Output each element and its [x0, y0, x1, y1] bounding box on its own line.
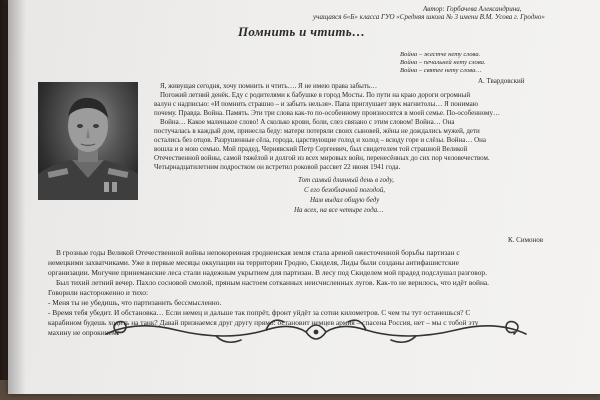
epigraph-line: Война – жестче нету слова.: [400, 51, 481, 58]
paragraph-line: организации. Могучие принеманские леса стали надежным укрытием для партизан. В лесу под Скиделем мой прадед подслушал разговор.: [48, 268, 487, 277]
poem-line: На всех, на все четыре года…: [294, 206, 384, 214]
poem-line: Тот самый длинный день в году,: [298, 176, 394, 184]
document-page: [8, 0, 600, 394]
poem-line: С его безоблачной погодой,: [304, 186, 385, 194]
paragraph-line: почему. Правда. Война. Память. Эти три слова как-то по-особенному произносятся в моей семье. По-особенному…: [154, 109, 500, 117]
page-fold-shadow: [8, 0, 26, 394]
paragraph-line: валун с надписью: «И помнить страшно – и забыть нельзя». Папа приглушает звук магнитолы… Я понимаю: [154, 100, 478, 108]
epigraph-line: Война – святее нету слова…: [400, 67, 482, 74]
soldier-portrait-icon: [38, 82, 138, 200]
paragraph-line: Отечественной войны, самой тяжёлой и долгой из всех мировых войн, перенесённых до сих пор человечеством.: [154, 154, 490, 162]
poem-author: К. Симонов: [508, 236, 544, 244]
author-line-2: учащаяся 6«Б» класса ГУО «Средняя школа № 3 имени В.М. Усова г. Гродно»: [313, 13, 545, 21]
paragraph-line: - Меня ты не убедишь, что партизанить бессмысленно.: [48, 298, 222, 307]
paragraph-line: махину не опрокинем.: [48, 328, 119, 337]
paragraph-line: - Время тебя убедит. И обстановка… Если немец и дальше так попрёт, фронт уйдёт за сотни километров. С чем ты тут останешься? С: [48, 308, 471, 317]
flourish-divider-icon: [96, 312, 536, 352]
paragraph-line: немецкими захватчиками. Уже в первые месяцы оккупации на территории Гродно, Скиделя, Лиды были созданы антифашистские: [48, 258, 459, 267]
paragraph-line: вошла и в мою семью. Мой прадед, Чернявский Петр Сергеевич, был свидетелем той страшной Великой: [154, 145, 468, 153]
page-title: Помнить и чтить…: [238, 24, 366, 39]
poem-line: Нам выдал общую беду: [310, 196, 380, 204]
paragraph-line: Погожий летний денёк. Еду с родителями к бабушке в город Мосты. По пути на краю дороги огромный: [160, 91, 471, 99]
paragraph-line: В грозные годы Великой Отечественной войны непокоренная гродненская земля стала ареной ожесточенной борьбы партизан с: [56, 248, 460, 257]
paragraph-line: Был тихий летний вечер. Пахло сосновой смолой, пряным настоем сотканных неисчисленных лугов. Как-то не верилось, что идёт война.: [56, 278, 490, 287]
paragraph-line: Говорили настороженно и тихо:: [48, 288, 149, 297]
paragraph-line: Война… Какое маленькое слово! А сколько крови, боли, слез связано с этим словом! Война… Она: [160, 118, 455, 126]
paragraph-line: Четырнадцатилетним подростком он встретил роковой рассвет 22 июня 1941 года.: [154, 163, 401, 171]
paragraph-line: Я, живущая сегодня, хочу помнить и чтить…. Я не имею права забыть…: [160, 82, 378, 90]
paragraph-line: постучалась в каждый дом, принесла беду: матери потеряли своих сыновей, жёны не дождались мужей, дети: [154, 127, 480, 135]
paragraph-line: карабином будешь ходить на танк? Давай признаемся друг другу прямо: остановит немцев армия – спасена Россия, нет – мы с тобой эту: [48, 318, 479, 327]
author-line-1: Автор: Горбачева Александрина,: [423, 5, 522, 13]
epigraph-author: А. Твардовский: [478, 77, 525, 85]
epigraph-line: Война – печальней нету слова.: [400, 59, 486, 66]
paragraph-line: остались без отцов. Разрушенные сёла, города, царствующие голод и холод – всюду горе и слёзы. Война… Она: [154, 136, 486, 144]
